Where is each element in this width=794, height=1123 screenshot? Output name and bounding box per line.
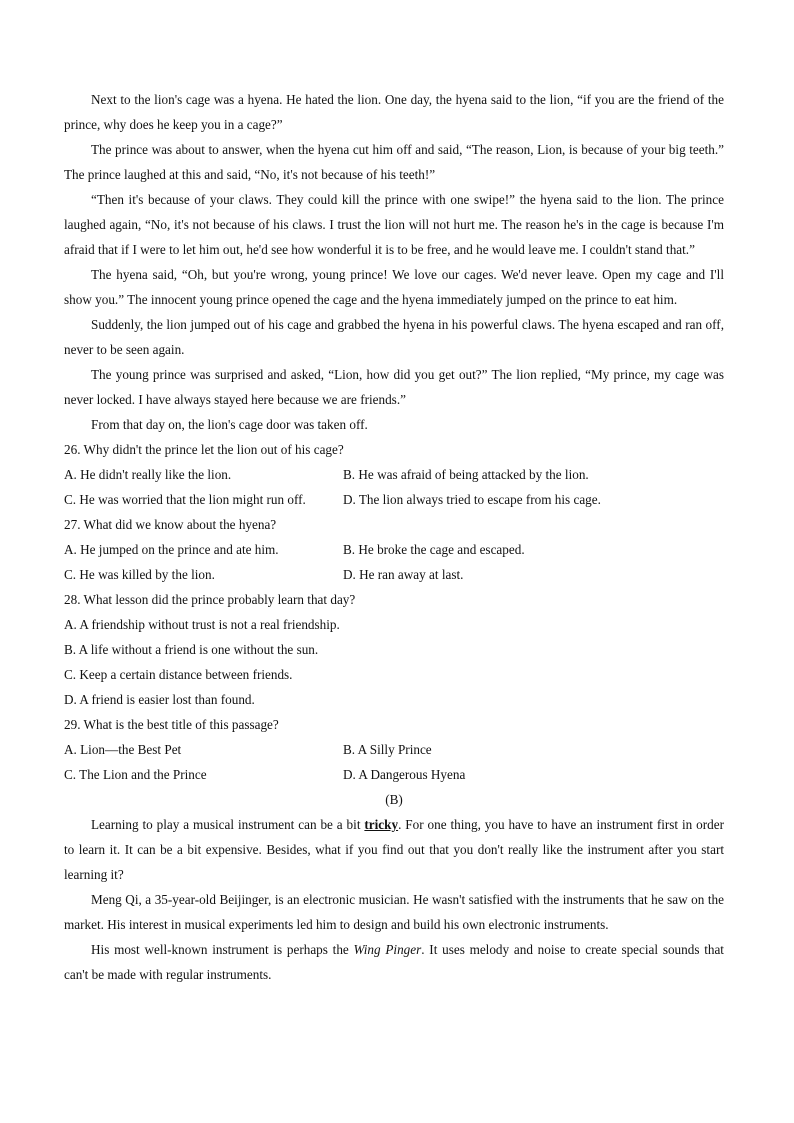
question-29-option-a: A. Lion—the Best Pet bbox=[64, 742, 182, 757]
question-29-option-d: D. A Dangerous Hyena bbox=[343, 767, 466, 782]
question-27-options-row-2 bbox=[64, 562, 724, 587]
question-28-option-c: C. Keep a certain distance between friends. bbox=[64, 667, 293, 682]
passage-b-p1-before: Learning to play a musical instrument can be a bit bbox=[91, 817, 365, 832]
passage-a-paragraph-7: From that day on, the lion's cage door was taken off. bbox=[91, 417, 368, 432]
keyword-tricky: tricky bbox=[364, 817, 399, 832]
question-28-option-d: D. A friend is easier lost than found. bbox=[64, 692, 255, 707]
question-29: 29. What is the best title of this passage? bbox=[64, 717, 279, 732]
document-page bbox=[64, 87, 724, 987]
passage-a-paragraph-1: Next to the lion's cage was a hyena. He hated the lion. One day, the hyena said to the lion, “if you are the friend of the prince, why does he keep you in a cage?” bbox=[64, 92, 724, 132]
question-27-option-d: D. He ran away at last. bbox=[343, 567, 464, 582]
passage-b-p3-after: . It uses melody and noise to create special sounds that can't be made with regular instruments. bbox=[64, 942, 724, 982]
question-26: 26. Why didn't the prince let the lion out of his cage? bbox=[64, 442, 344, 457]
passage-b-paragraph-2: Meng Qi, a 35-year-old Beijinger, is an electronic musician. He wasn't satisfied with the instruments that he saw on the market. His interest in musical experiments led him to design and build his own electronic instruments. bbox=[64, 892, 724, 932]
passage-b-p3-before: His most well-known instrument is perhaps the bbox=[91, 942, 354, 957]
passage-a-paragraph-5: Suddenly, the lion jumped out of his cage and grabbed the hyena in his powerful claws. The hyena escaped and ran off, never to be seen again. bbox=[64, 317, 724, 357]
question-26-option-d: D. The lion always tried to escape from his cage. bbox=[343, 492, 601, 507]
passage-a-paragraph-3: “Then it's because of your claws. They could kill the prince with one swipe!” the hyena said to the lion. The prince laughed again, “No, it's not because of his claws. I trust the lion will not hurt me. The reason he's in the cage is because I'm afraid that if I were to let him out, he'd see how wonderful it is to be free, and he would leave me. I couldn't stand that.” bbox=[64, 192, 724, 257]
question-27-option-a: A. He jumped on the prince and ate him. bbox=[64, 542, 279, 557]
passage-b-label: (B) bbox=[385, 792, 403, 807]
question-27-option-c: C. He was killed by the lion. bbox=[64, 567, 215, 582]
question-28-option-b: B. A life without a friend is one without the sun. bbox=[64, 642, 319, 657]
question-26-options-row-2 bbox=[64, 487, 724, 512]
question-29-options-row-1 bbox=[64, 737, 724, 762]
question-29-options-row-2 bbox=[64, 762, 724, 787]
question-26-option-a: A. He didn't really like the lion. bbox=[64, 467, 232, 482]
question-27: 27. What did we know about the hyena? bbox=[64, 517, 277, 532]
passage-b-paragraph-1 bbox=[64, 812, 724, 887]
question-26-option-c: C. He was worried that the lion might run off. bbox=[64, 492, 306, 507]
question-26-options-row-1 bbox=[64, 462, 724, 487]
question-29-option-b: B. A Silly Prince bbox=[343, 742, 432, 757]
question-28: 28. What lesson did the prince probably learn that day? bbox=[64, 592, 356, 607]
question-29-option-c: C. The Lion and the Prince bbox=[64, 767, 207, 782]
passage-b-paragraph-3 bbox=[64, 937, 724, 987]
question-28-option-a: A. A friendship without trust is not a real friendship. bbox=[64, 617, 340, 632]
passage-a-paragraph-2: The prince was about to answer, when the hyena cut him off and said, “The reason, Lion, is because of your big teeth.” The prince laughed at this and said, “No, it's not because of his teeth!” bbox=[64, 142, 724, 182]
question-26-option-b: B. He was afraid of being attacked by the lion. bbox=[343, 467, 589, 482]
question-27-option-b: B. He broke the cage and escaped. bbox=[343, 542, 525, 557]
passage-b-p1-after: . For one thing, you have to have an instrument first in order to learn it. It can be a bit expensive. Besides, what if you find out that you don't really like the instrument after you start learning it? bbox=[64, 817, 724, 882]
passage-a-paragraph-6: The young prince was surprised and asked, “Lion, how did you get out?” The lion replied, “My prince, my cage was never locked. I have always stayed here because we are friends.” bbox=[64, 367, 724, 407]
question-27-options-row-1 bbox=[64, 537, 724, 562]
passage-a-paragraph-4: The hyena said, “Oh, but you're wrong, young prince! We love our cages. We'd never leave. Open my cage and I'll show you.” The innocent young prince opened the cage and the hyena immediately jumped on the prince to eat him. bbox=[64, 267, 724, 307]
instrument-name: Wing Pinger bbox=[353, 942, 422, 957]
